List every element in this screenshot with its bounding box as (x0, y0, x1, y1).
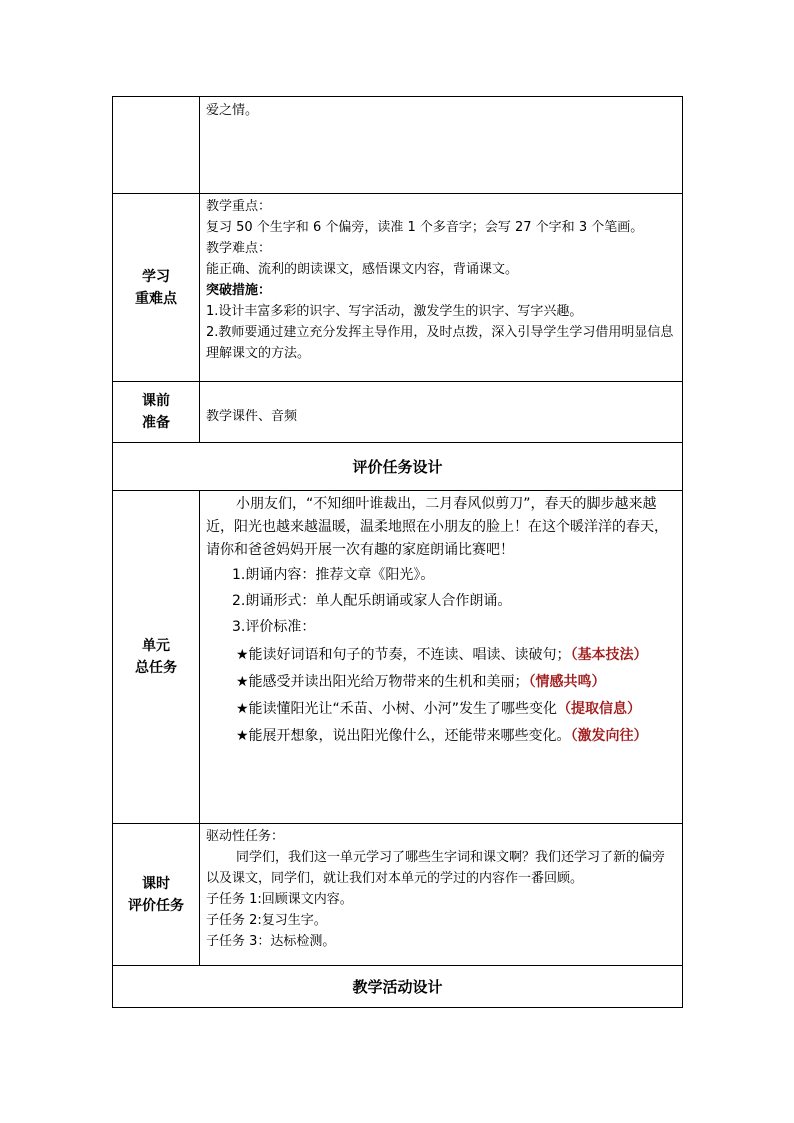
heading: 教学难点： (206, 241, 272, 256)
label-line: 单元 (142, 638, 170, 654)
empty-label-cell (113, 97, 200, 194)
table-row (113, 443, 683, 491)
paragraph: 同学们，我们这一单元学习了哪些生字词和课文啊？我们还学习了新的偏旁以及课文，同学们，就让我们对本单元的学过的内容作一番回顾。 (206, 850, 666, 886)
label-line: 重难点 (135, 290, 177, 307)
label-line: 总任务 (135, 660, 177, 676)
list-item: 子任务 3：达标检测。 (206, 934, 336, 949)
label-line: 学习 (142, 268, 170, 285)
list-item: 2.教师要通过建立充分发挥主导作用，及时点拨，深入引导学生学习借用明显信息理解课文的方法。 (206, 325, 674, 361)
content-cell (200, 97, 683, 194)
lesson-task-cell (200, 824, 683, 966)
heading: 驱动性任务： (206, 829, 285, 844)
section-header: 教学活动设计 (113, 966, 683, 1008)
table-row (113, 194, 683, 382)
criterion: ★能展开想象，说出阳光像什么，还能带来哪些变化。（激发向往） (236, 728, 648, 744)
section-header: 评价任务设计 (113, 443, 683, 491)
row-label (113, 491, 200, 824)
heading: 教学重点： (206, 199, 272, 214)
list-item: 3.评价标准： (232, 619, 316, 635)
criterion-tag: （基本技法） (570, 647, 648, 663)
label-line: 课时 (142, 875, 170, 892)
lesson-plan-table (112, 96, 683, 1008)
label-line: 评价任务 (128, 897, 184, 914)
table-row (113, 966, 683, 1008)
row-label (113, 194, 200, 382)
criterion: ★能感受并读出阳光给万物带来的生机和美丽；（情感共鸣） (236, 674, 606, 690)
table-row (113, 824, 683, 966)
list-item: 1.朗诵内容：推荐文章《阳光》。 (232, 567, 435, 583)
table-row (113, 97, 683, 194)
criterion-tag: （情感共鸣） (528, 674, 606, 690)
list-item: 子任务 1:回顾课文内容。 (206, 892, 353, 907)
key-points-cell (200, 194, 683, 382)
paragraph: 能正确、流利的朗读课文，感悟课文内容，背诵课文。 (206, 262, 519, 277)
unit-task-cell (200, 491, 683, 824)
heading: 突破措施： (206, 283, 272, 298)
row-label (113, 824, 200, 966)
table-row (113, 382, 683, 443)
paragraph: 教学课件、音频 (206, 408, 298, 424)
continued-text: 爱之情。 (206, 103, 259, 118)
list-item: 子任务 2:复习生字。 (206, 913, 327, 928)
criterion-tag: （激发向往） (570, 728, 648, 744)
list-item: 1.设计丰富多彩的识字、写字活动，激发学生的识字、写字兴趣。 (206, 304, 583, 319)
criterion: ★能读好词语和句子的节奏，不连读、唱读、读破句；（基本技法） (236, 647, 648, 663)
paragraph: 复习 50 个生字和 6 个偏旁，读准 1 个多音字；会写 27 个字和 3 个笔画。 (206, 220, 644, 235)
table-row (113, 491, 683, 824)
row-label (113, 382, 200, 443)
label-line: 课前 (142, 393, 170, 409)
paragraph: 小朋友们，“不知细叶谁裁出，二月春风似剪刀”，春天的脚步越来越近，阳光也越来越温暖，温柔地照在小朋友的脸上！在这个暖洋洋的春天，请你和爸爸妈妈开展一次有趣的家庭朗诵比赛吧！ (206, 496, 668, 558)
prep-cell (200, 382, 683, 443)
list-item: 2.朗诵形式：单人配乐朗诵或家人合作朗诵。 (232, 593, 512, 609)
criterion-tag: （提取信息） (557, 701, 642, 717)
criterion: ★能读懂阳光让“禾苗、小树、小河”发生了哪些变化（提取信息） (236, 701, 642, 717)
label-line: 准备 (142, 415, 170, 431)
